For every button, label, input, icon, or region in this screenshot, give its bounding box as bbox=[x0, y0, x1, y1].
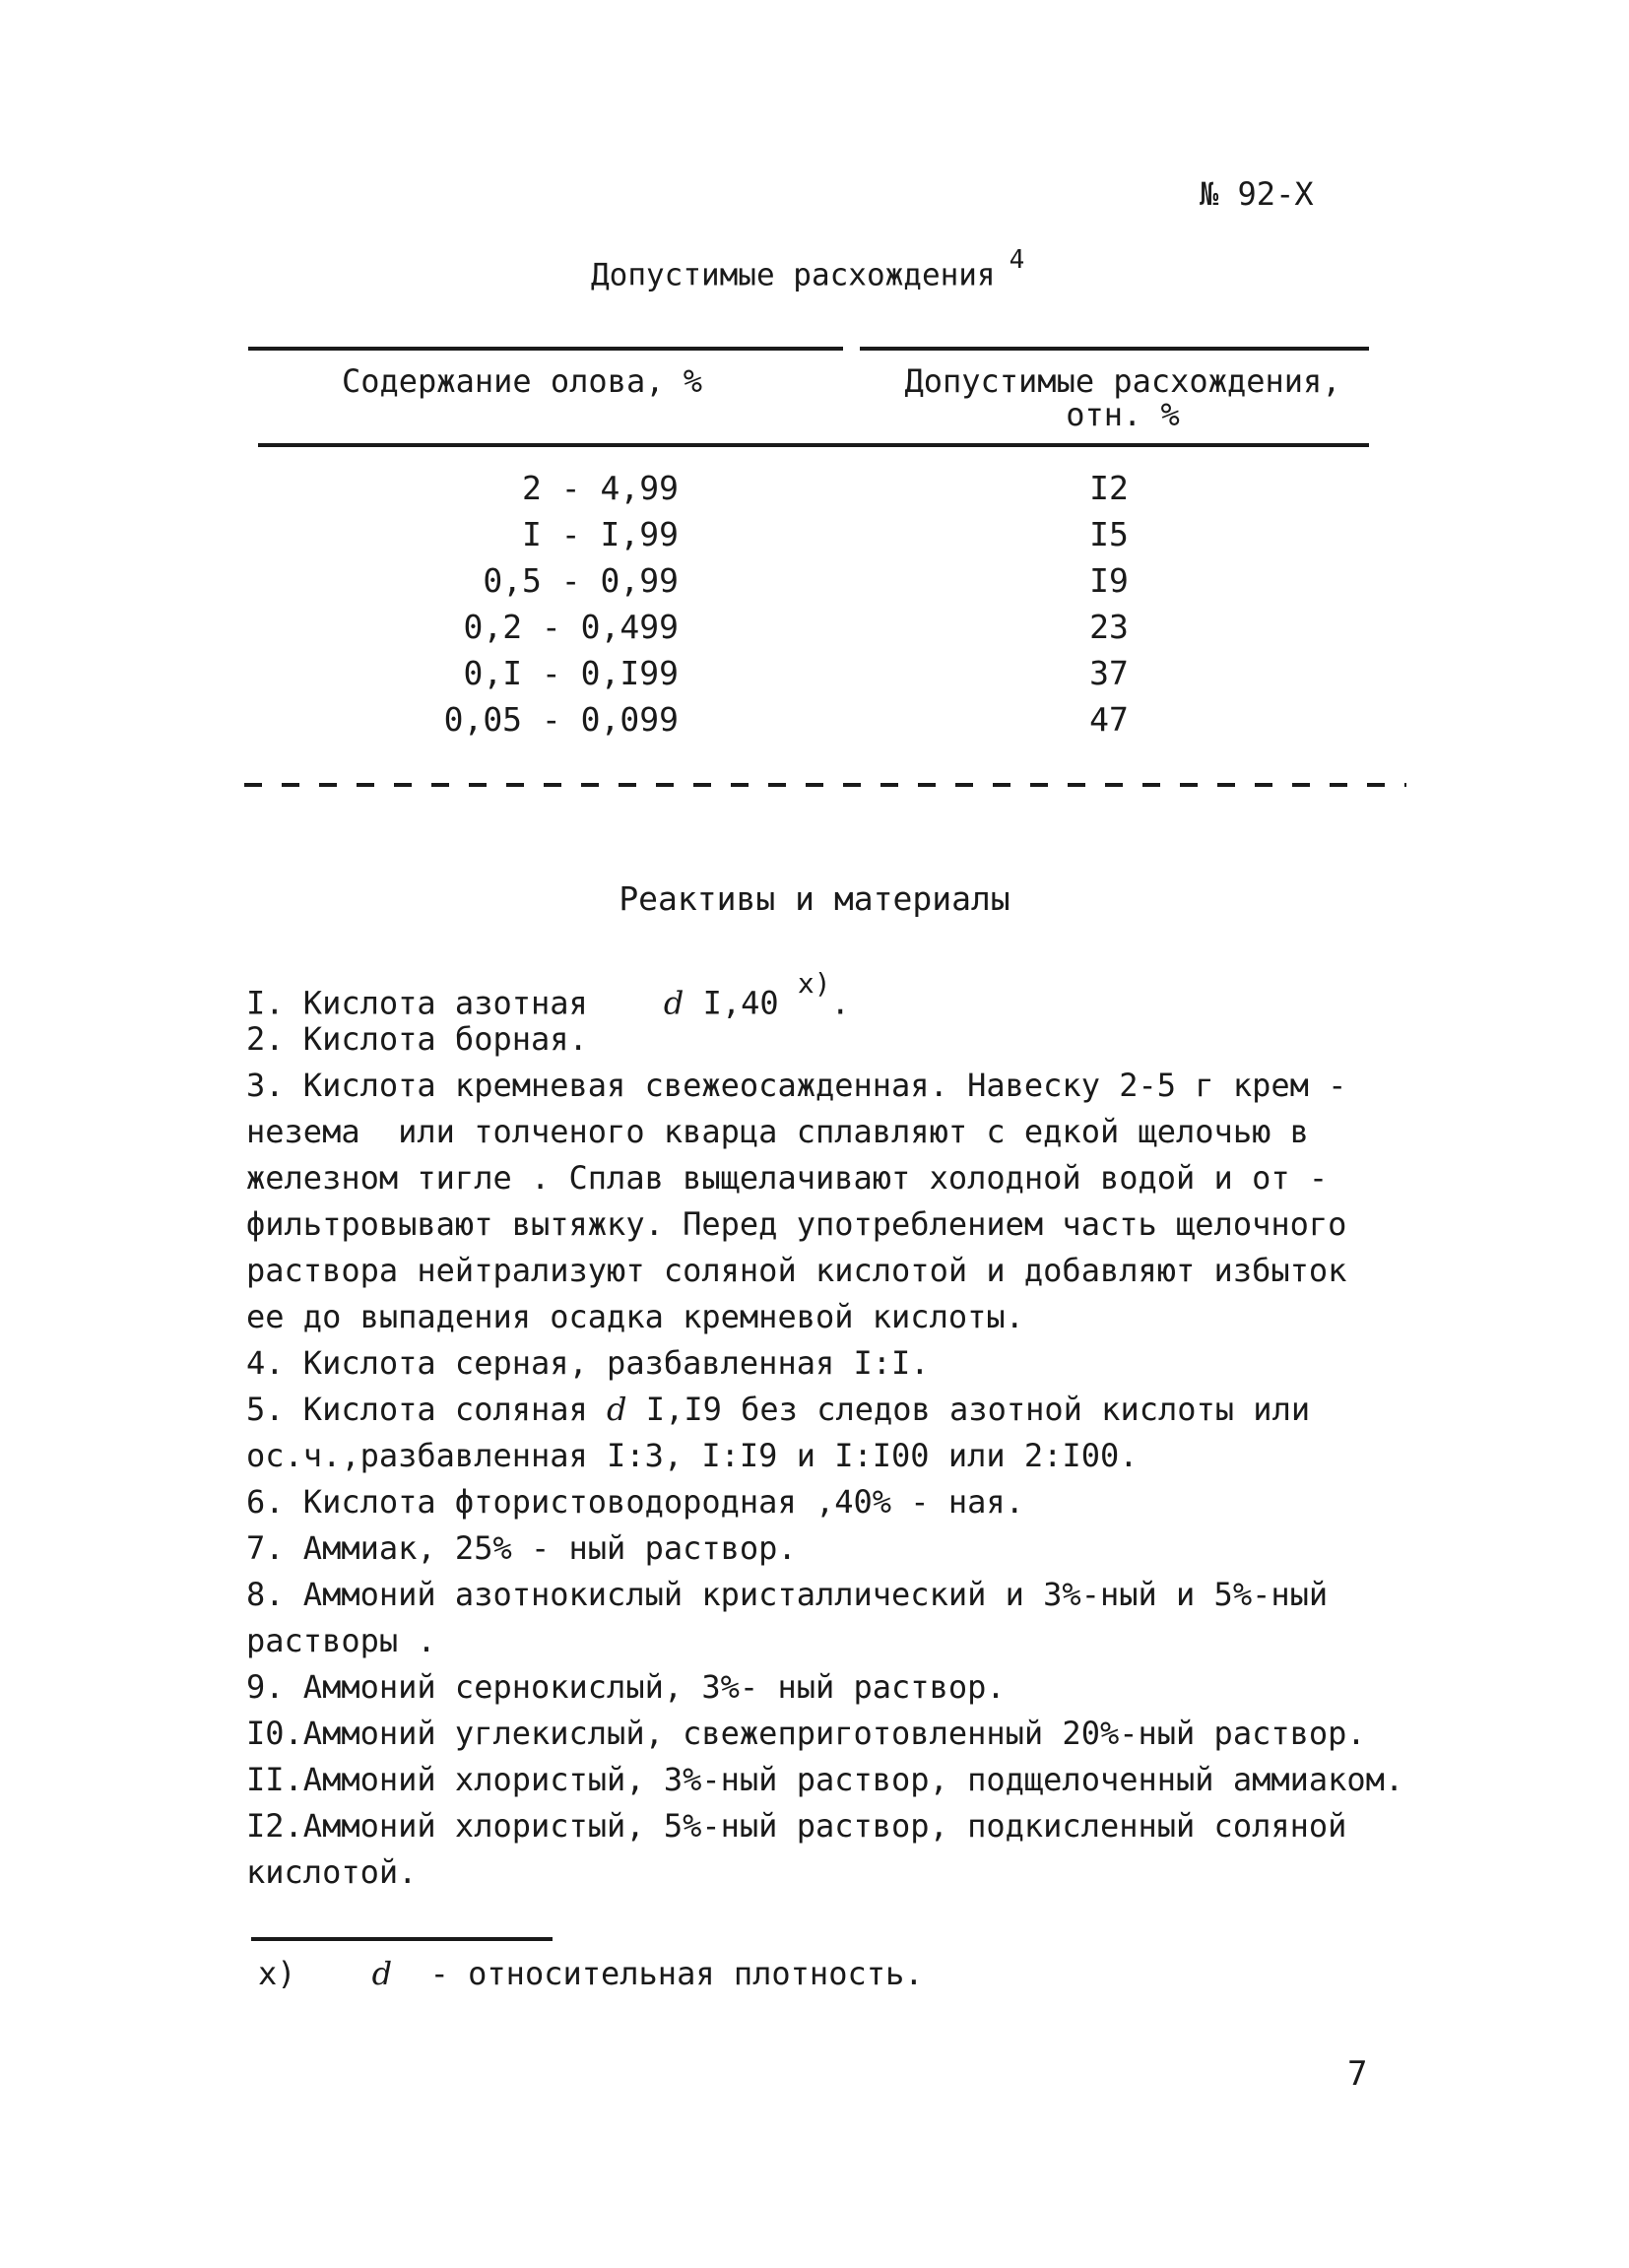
tin-content-range: 2 - 4,99 bbox=[522, 469, 679, 507]
list-item: I2.Аммоний хлористый, 5%-ный раствор, подкисленный соляной bbox=[246, 1807, 1347, 1845]
list-item: кислотой. bbox=[246, 1853, 418, 1891]
footnote-text: - относительная плотность. bbox=[429, 1955, 924, 1992]
table-row bbox=[0, 654, 1629, 701]
table-row bbox=[0, 561, 1629, 609]
list-item: 9. Аммоний сернокислый, 3%- ный раствор. bbox=[246, 1668, 1006, 1706]
table-header-rule bbox=[258, 443, 1369, 447]
item1-value: I,40 bbox=[684, 984, 798, 1022]
list-item: фильтровывают вытяжку. Перед употреблением часть щелочного bbox=[246, 1205, 1347, 1243]
table-title-text: Допустимые расхождения bbox=[591, 257, 996, 293]
list-item: раствора нейтрализуют соляной кислотой и добавляют избыток bbox=[246, 1252, 1347, 1289]
list-item: 3. Кислота кремневая свежеосажденная. Навеску 2-5 г крем - bbox=[246, 1067, 1347, 1104]
column-header-tolerance bbox=[867, 364, 1379, 431]
list-item: I0.Аммоний углекислый, свежеприготовленный 20%-ный раствор. bbox=[246, 1715, 1366, 1752]
tin-content-range: 0,05 - 0,099 bbox=[443, 700, 679, 739]
tolerance-value: I5 bbox=[1089, 515, 1129, 553]
table-title bbox=[591, 245, 1025, 293]
table-title-superscript: 4 bbox=[1009, 245, 1025, 275]
table-row bbox=[0, 469, 1629, 516]
tin-content-range: I - I,99 bbox=[522, 515, 679, 553]
list-item: ее до выпадения осадка кремневой кислоты. bbox=[246, 1298, 1024, 1335]
tin-content-range: 0,I - 0,I99 bbox=[463, 654, 679, 692]
item1-text: I. Кислота азотная bbox=[246, 984, 588, 1022]
list-item: незема или толченого кварца сплавляют с едкой щелочью в bbox=[246, 1113, 1309, 1150]
table-bottom-dashed-rule bbox=[244, 783, 1406, 787]
tolerance-value: 47 bbox=[1089, 700, 1129, 739]
tolerance-value: I9 bbox=[1089, 561, 1129, 600]
list-item bbox=[246, 967, 1428, 1022]
tin-content-range: 0,2 - 0,499 bbox=[463, 608, 679, 646]
table-row bbox=[0, 515, 1629, 562]
list-item: железном тигле . Сплав выщелачивают холодной водой и от - bbox=[246, 1159, 1329, 1197]
list-item: 7. Аммиак, 25% - ный раствор. bbox=[246, 1529, 797, 1567]
density-symbol: d bbox=[607, 1391, 627, 1428]
list-item: 2. Кислота борная. bbox=[246, 1020, 588, 1058]
table-top-rule-left bbox=[248, 347, 843, 351]
footnote bbox=[258, 1955, 924, 1992]
list-item: ос.ч.,разбавленная I:3, I:I9 и I:I00 или 2:I00. bbox=[246, 1437, 1139, 1474]
column-header-tin-content: Содержание олова, % bbox=[341, 362, 703, 400]
section-title: Реактивы и материалы bbox=[619, 879, 1010, 918]
tin-content-range: 0,5 - 0,99 bbox=[483, 561, 679, 600]
footnote-reference: х) bbox=[797, 967, 831, 1000]
column-header-tolerance-line2: отн. % bbox=[1066, 396, 1180, 433]
item5-text: 5. Кислота соляная bbox=[246, 1391, 608, 1428]
column-header-tolerance-line1: Допустимые расхождения, bbox=[904, 362, 1341, 400]
list-item: 6. Кислота фтористоводородная ,40% - ная. bbox=[246, 1483, 1024, 1521]
item1-end: . bbox=[830, 984, 850, 1022]
table-row bbox=[0, 608, 1629, 655]
page-number: 7 bbox=[1347, 2054, 1368, 2094]
tolerance-value: 23 bbox=[1089, 608, 1129, 646]
footnote-rule bbox=[251, 1937, 553, 1941]
tolerance-value: 37 bbox=[1089, 654, 1129, 692]
list-item: растворы . bbox=[246, 1622, 436, 1659]
footnote-marker: х) bbox=[258, 1955, 296, 1992]
density-symbol: d bbox=[371, 1955, 393, 1992]
document-number: № 92-Х bbox=[1200, 175, 1314, 213]
reagents-list bbox=[246, 967, 1428, 1896]
table-top-rule-right bbox=[860, 347, 1369, 351]
list-item: II.Аммоний хлористый, 3%-ный раствор, подщелоченный аммиаком. bbox=[246, 1761, 1404, 1798]
item5-rest: I,I9 без следов азотной кислоты или bbox=[626, 1391, 1311, 1428]
table-row bbox=[0, 700, 1629, 747]
list-item: 8. Аммоний азотнокислый кристаллический и 3%-ный и 5%-ный bbox=[246, 1576, 1329, 1613]
list-item: 4. Кислота серная, разбавленная I:I. bbox=[246, 1344, 930, 1382]
list-item bbox=[246, 1387, 1428, 1433]
density-symbol: d bbox=[663, 984, 684, 1022]
tolerance-value: I2 bbox=[1089, 469, 1129, 507]
